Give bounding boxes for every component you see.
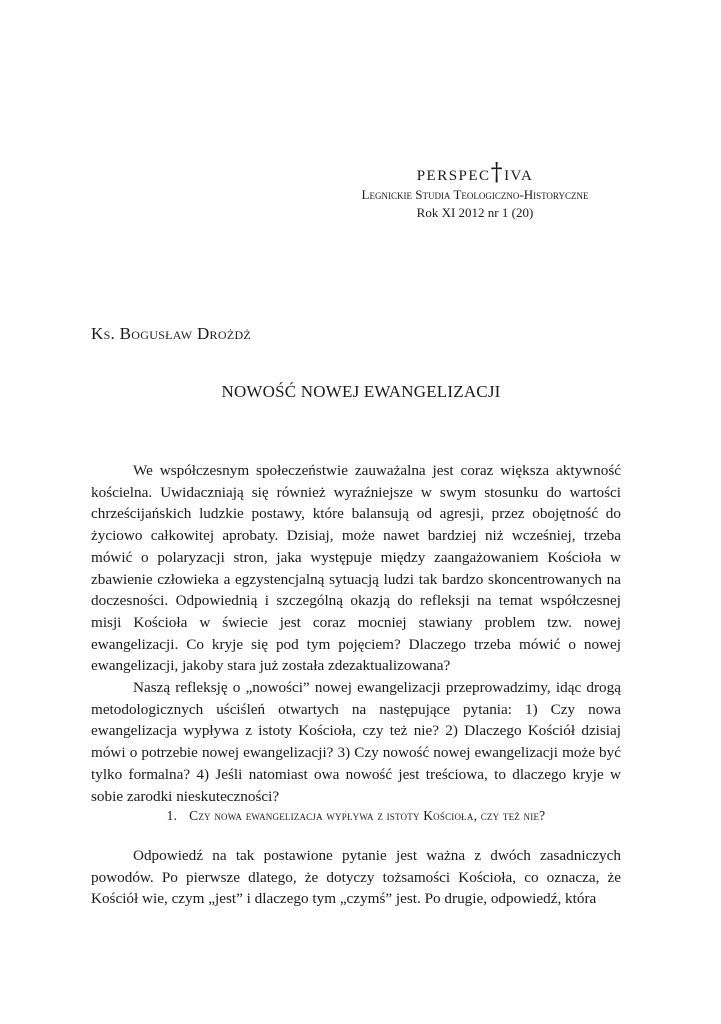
section-number: 1. (166, 808, 178, 823)
section-heading (91, 808, 621, 824)
cross-icon: † (490, 158, 505, 186)
journal-name-part-2: iva (504, 161, 534, 185)
section-body (91, 845, 621, 910)
journal-name-part-1: perspec (416, 161, 491, 185)
journal-name (330, 160, 620, 185)
paragraph: We współczesnym społeczeństwie zauważalna jest coraz większa aktywność kościelna. Uwidaczniają się również wyraźniejsze w swym stosunku do wartości chrześcijańskich ludzkie postawy, które balansują od agresji, przez obojętność do życiowo całkowitej aprobaty. Dzisiaj, może nawet bardziej niż wcześniej, trzeba mówić o polaryzacji stron, jaka występuje między zaangażowaniem Kościoła w zbawienie człowieka a egzystencjalną sytuacją ludzi tak bardzo skoncentrowanych na doczesności. Odpowiednią i szczególną okazją do refleksji na temat współczesnej misji Kościoła w świecie jest coraz mocniej stawiany problem tzw. nowej ewangelizacji. Co kryje się pod tym pojęciem? Dlaczego trzeba mówić o nowej ewangelizacji, jakoby stara już została zdezaktualizowana? (91, 462, 621, 675)
article-intro (91, 460, 621, 807)
article-author: Ks. Bogusław Drożdż (91, 324, 252, 343)
journal-issue: Rok XI 2012 nr 1 (20) (416, 205, 534, 220)
journal-subtitle: Legnickie Studia Teologiczno-Historyczne (361, 187, 589, 202)
article-title: NOWOŚĆ NOWEJ EWANGELIZACJI (221, 382, 501, 401)
paragraph: Odpowiedź na tak postawione pytanie jest ważna z dwóch zasadniczych powodów. Po pierwsze dlatego, że dotyczy tożsamości Kościoła, co oznacza, że Kościół wie, czym „jest” i dlaczego tym „czymś” jest. Po drugie, odpowiedź, która (91, 847, 621, 908)
paragraph: Naszą refleksję o „nowości” nowej ewangelizacji przeprowadzimy, idąc drogą metodologicznych uściśleń otwartych na następujące pytania: 1) Czy nowa ewangelizacja wypływa z istoty Kościoła, czy też nie? 2) Dlaczego Kościół dzisiaj mówi o potrzebie nowej ewangelizacji? 3) Czy nowość nowej ewangelizacji może być tylko formalna? 4) Jeśli natomiast owa nowość jest treściowa, to dlaczego kryje w sobie zarodki nieskuteczności? (91, 679, 621, 805)
journal-header (330, 160, 620, 221)
section-title: Czy nowa ewangelizacja wypływa z istoty Kościoła, czy też nie? (189, 808, 546, 823)
